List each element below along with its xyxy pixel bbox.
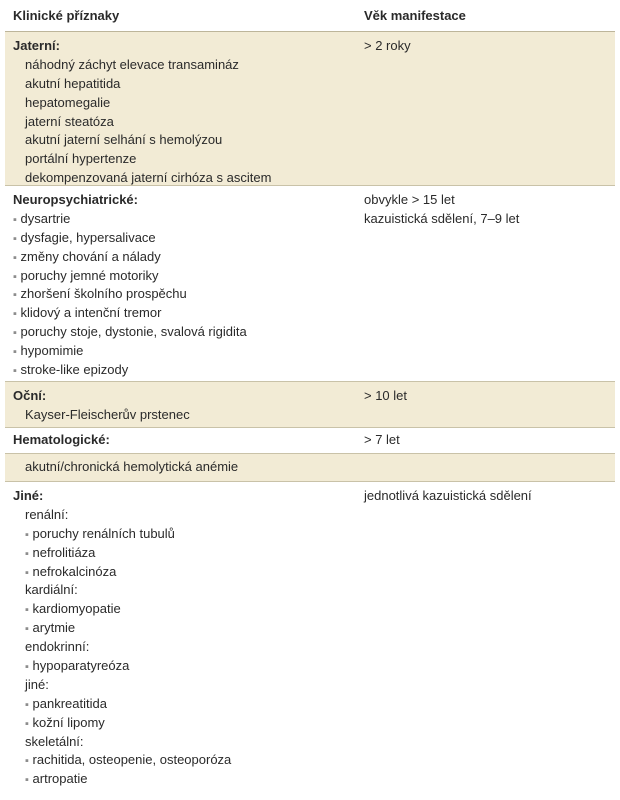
list-item-text: nefrolitiáza <box>32 544 96 560</box>
bullet-icon: ▪ <box>25 698 29 711</box>
list-item: akutní/chronická hemolytická anémie <box>25 459 239 474</box>
bullet-icon: ▪ <box>25 661 29 674</box>
list-item: náhodný záchyt elevace transamináz <box>25 56 239 72</box>
subgroup-label: endokrinní: <box>25 639 90 655</box>
list-item-text: stroke-like epizody <box>20 362 129 378</box>
age-value: > 7 let <box>364 432 400 447</box>
list-item <box>13 304 358 323</box>
list-item <box>13 210 358 229</box>
list-item-text: artropatie <box>32 771 88 787</box>
bullet-icon: ▪ <box>13 289 17 302</box>
bullet-icon: ▪ <box>25 623 29 636</box>
list-item-text: nefrokalcinóza <box>32 563 117 579</box>
header-age-of-onset: Věk manifestace <box>364 8 466 23</box>
list-item: dekompenzovaná jaterní cirhóza s ascitem <box>25 170 272 186</box>
table-row-ocular <box>5 382 615 428</box>
list-item-text: dysartrie <box>20 210 71 226</box>
bullet-icon: ▪ <box>13 308 17 321</box>
list-item-text: zhoršení školního prospěchu <box>20 286 187 302</box>
table-row-hepatic <box>5 32 615 186</box>
table-row-hematologic <box>5 428 615 454</box>
list-item-text: poruchy stoje, dystonie, svalová rigidita <box>20 324 247 340</box>
bullet-icon: ▪ <box>25 604 29 617</box>
list-item <box>13 751 358 770</box>
list-item-text: dysfagie, hypersalivace <box>20 229 156 245</box>
list-item <box>13 657 358 676</box>
list-item: hepatomegalie <box>25 94 111 110</box>
list-item-text: změny chování a nálady <box>20 248 161 264</box>
list-item <box>13 342 358 361</box>
list-item <box>13 248 358 267</box>
list-item-text: hypoparatyreóza <box>32 658 130 674</box>
list-item: portální hypertenze <box>25 151 137 167</box>
list-item-text: poruchy renálních tubulů <box>32 525 175 541</box>
list-item-text: arytmie <box>32 620 76 636</box>
table-header <box>5 0 615 32</box>
list-item-text: klidový a intenční tremor <box>20 305 162 321</box>
header-clinical-symptoms: Klinické příznaky <box>13 8 120 23</box>
age-value: obvykle > 15 let <box>364 192 455 207</box>
list-item: akutní hepatitida <box>25 75 121 91</box>
bullet-icon: ▪ <box>13 232 17 245</box>
list-item-text: hypomimie <box>20 343 84 359</box>
list-item <box>13 267 358 286</box>
bullet-icon: ▪ <box>25 717 29 730</box>
list-item <box>13 525 358 544</box>
bullet-icon: ▪ <box>13 327 17 340</box>
bullet-icon: ▪ <box>25 774 29 787</box>
list-item-text: poruchy jemné motoriky <box>20 267 159 283</box>
age-value: > 10 let <box>364 388 408 403</box>
list-item-text: kožní lipomy <box>32 714 105 730</box>
list-item: jaterní steatóza <box>25 113 114 129</box>
bullet-icon: ▪ <box>25 566 29 579</box>
bullet-icon: ▪ <box>25 755 29 768</box>
list-item <box>13 770 358 789</box>
subgroup-label: kardiální: <box>25 582 78 598</box>
symptoms-table <box>5 0 615 792</box>
subgroup-label: jiné: <box>25 676 49 692</box>
subgroup-label: skeletální: <box>25 733 84 749</box>
list-item <box>13 229 358 248</box>
bullet-icon: ▪ <box>13 346 17 359</box>
list-item: akutní jaterní selhání s hemolýzou <box>25 132 223 148</box>
table-row-neuropsychiatric <box>5 186 615 382</box>
list-item: Kayser-Fleischerův prstenec <box>25 406 190 422</box>
category-label: Hematologické: <box>13 432 110 447</box>
subgroup-label: renální: <box>25 506 69 522</box>
list-item <box>13 695 358 714</box>
age-value: jednotlivá kazuistická sdělení <box>364 488 532 503</box>
list-item-text: kardiomyopatie <box>32 601 121 617</box>
list-item <box>13 563 358 582</box>
table-row-hemolytic-anemia <box>5 454 615 482</box>
list-item-text: rachitida, osteopenie, osteoporóza <box>32 752 232 768</box>
age-value: > 2 roky <box>364 38 411 53</box>
bullet-icon: ▪ <box>25 547 29 560</box>
bullet-icon: ▪ <box>25 528 29 541</box>
category-label: Oční: <box>13 388 47 403</box>
bullet-icon: ▪ <box>13 251 17 264</box>
list-item <box>13 600 358 619</box>
list-item <box>13 361 358 380</box>
category-label: Neuropsychiatrické: <box>13 192 138 207</box>
bullet-icon: ▪ <box>13 365 17 378</box>
bullet-icon: ▪ <box>13 270 17 283</box>
category-label: Jaterní: <box>13 38 60 53</box>
list-item <box>13 544 358 563</box>
table-row-other <box>5 482 615 792</box>
list-item <box>13 323 358 342</box>
list-item <box>13 285 358 304</box>
bullet-icon: ▪ <box>13 213 17 226</box>
list-item <box>13 714 358 733</box>
list-item <box>13 619 358 638</box>
age-value: kazuistická sdělení, 7–9 let <box>364 210 520 226</box>
category-label: Jiné: <box>13 488 44 503</box>
list-item-text: pankreatitida <box>32 695 107 711</box>
